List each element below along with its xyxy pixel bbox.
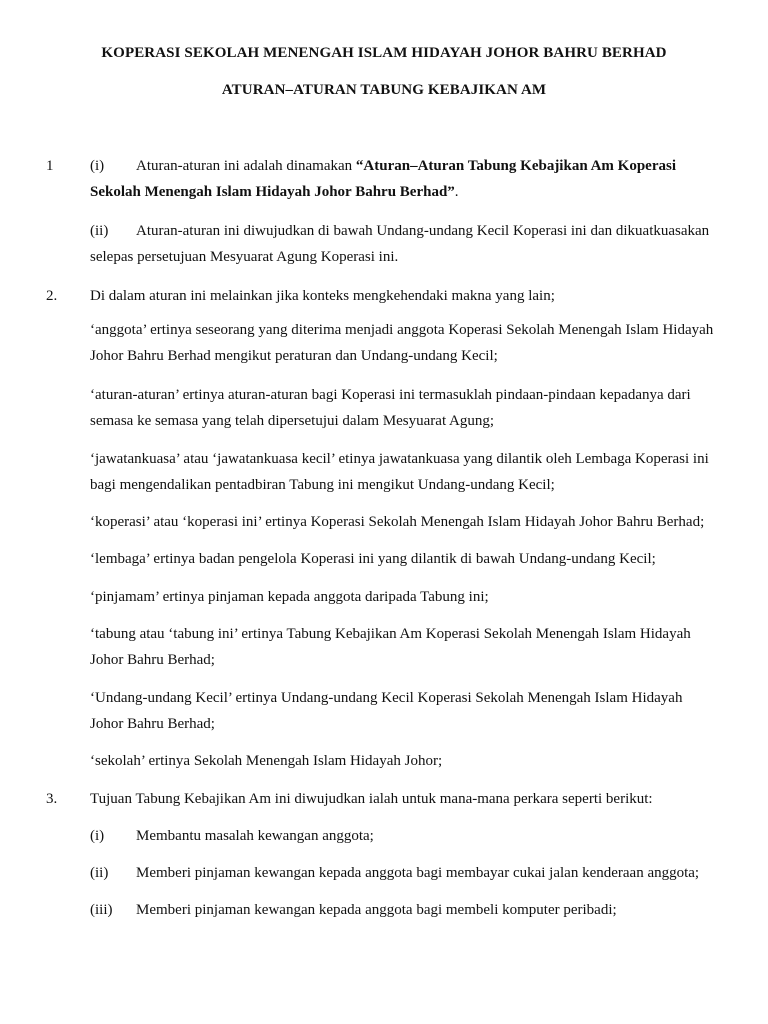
definition-sekolah: ‘sekolah’ ertinya Sekolah Menengah Islam Hidayah Johor; bbox=[90, 753, 443, 769]
definition-undang-line-2: Johor Bahru Berhad; bbox=[90, 716, 215, 732]
document-subtitle: ATURAN–ATURAN TABUNG KEBAJIKAN AM bbox=[221, 82, 547, 98]
clause-1-i-label: (i) bbox=[90, 158, 105, 174]
section-2-number: 2. bbox=[46, 288, 58, 304]
section-1-number: 1 bbox=[46, 158, 54, 174]
clause-1-i-end: . bbox=[454, 184, 459, 200]
purpose-i-text: Membantu masalah kewangan anggota; bbox=[136, 828, 374, 844]
definition-jawatankuasa-line-1: ‘jawatankuasa’ atau ‘jawatankuasa kecil’ etinya jawatankuasa yang dilantik oleh Lembaga Koperasi ini bbox=[90, 451, 709, 467]
definition-anggota-line-1: ‘anggota’ ertinya seseorang yang diterima menjadi anggota Koperasi Sekolah Menengah Islam Hidayah bbox=[90, 322, 714, 338]
definition-lembaga: ‘lembaga’ ertinya badan pengelola Koperasi ini yang dilantik di bawah Undang-undang Kecil; bbox=[90, 551, 656, 567]
clause-1-i-bold-1: “Aturan–Aturan Tabung Kebajikan Am Koperasi bbox=[355, 158, 676, 174]
definition-pinjamam: ‘pinjamam’ ertinya pinjaman kepada anggota daripada Tabung ini; bbox=[90, 589, 489, 605]
document-title: KOPERASI SEKOLAH MENENGAH ISLAM HIDAYAH JOHOR BAHRU BERHAD bbox=[101, 45, 667, 61]
definition-aturan-line-2: semasa ke semasa yang telah dipersetujui dalam Mesyuarat Agung; bbox=[90, 413, 495, 429]
clause-1-i-pre: Aturan-aturan ini adalah dinamakan bbox=[136, 158, 356, 174]
definition-aturan-line-1: ‘aturan-aturan’ ertinya aturan-aturan bagi Koperasi ini termasuklah pindaan-pindaan kepadanya dari bbox=[90, 387, 691, 403]
purpose-iii-label: (iii) bbox=[90, 902, 113, 918]
purpose-iii-text: Memberi pinjaman kewangan kepada anggota bagi membeli komputer peribadi; bbox=[136, 902, 617, 918]
clause-1-ii-line-2: selepas persetujuan Mesyuarat Agung Koperasi ini. bbox=[90, 249, 399, 265]
definition-tabung-line-2: Johor Bahru Berhad; bbox=[90, 652, 215, 668]
section-3-number: 3. bbox=[46, 791, 58, 807]
definition-undang-line-1: ‘Undang-undang Kecil’ ertinya Undang-undang Kecil Koperasi Sekolah Menengah Islam Hidayah bbox=[90, 690, 683, 706]
clause-1-i-line-1 bbox=[136, 158, 768, 175]
purpose-ii-label: (ii) bbox=[90, 865, 109, 881]
clause-1-ii-line-1: Aturan-aturan ini diwujudkan di bawah Undang-undang Kecil Koperasi ini dan dikuatkuasakan bbox=[136, 223, 710, 239]
purpose-ii-text: Memberi pinjaman kewangan kepada anggota bagi membayar cukai jalan kenderaan anggota; bbox=[136, 865, 700, 881]
purpose-i-label: (i) bbox=[90, 828, 105, 844]
clause-1-i-line-2 bbox=[90, 184, 730, 201]
definition-anggota-line-2: Johor Bahru Berhad mengikut peraturan dan Undang-undang Kecil; bbox=[90, 348, 498, 364]
section-2-intro: Di dalam aturan ini melainkan jika konteks mengkehendaki makna yang lain; bbox=[90, 288, 555, 304]
clause-1-ii-label: (ii) bbox=[90, 223, 109, 239]
clause-1-i-bold-2: Sekolah Menengah Islam Hidayah Johor Bahru Berhad” bbox=[90, 184, 455, 200]
definition-tabung-line-1: ‘tabung atau ‘tabung ini’ ertinya Tabung Kebajikan Am Koperasi Sekolah Menengah Islam Hidayah bbox=[90, 626, 691, 642]
definition-koperasi: ‘koperasi’ atau ‘koperasi ini’ ertinya Koperasi Sekolah Menengah Islam Hidayah Johor Bahru Berhad; bbox=[90, 514, 705, 530]
section-3-intro: Tujuan Tabung Kebajikan Am ini diwujudkan ialah untuk mana-mana perkara seperti berikut: bbox=[90, 791, 653, 807]
definition-jawatankuasa-line-2: bagi mengendalikan pentadbiran Tabung ini mengikut Undang-undang Kecil; bbox=[90, 477, 555, 493]
